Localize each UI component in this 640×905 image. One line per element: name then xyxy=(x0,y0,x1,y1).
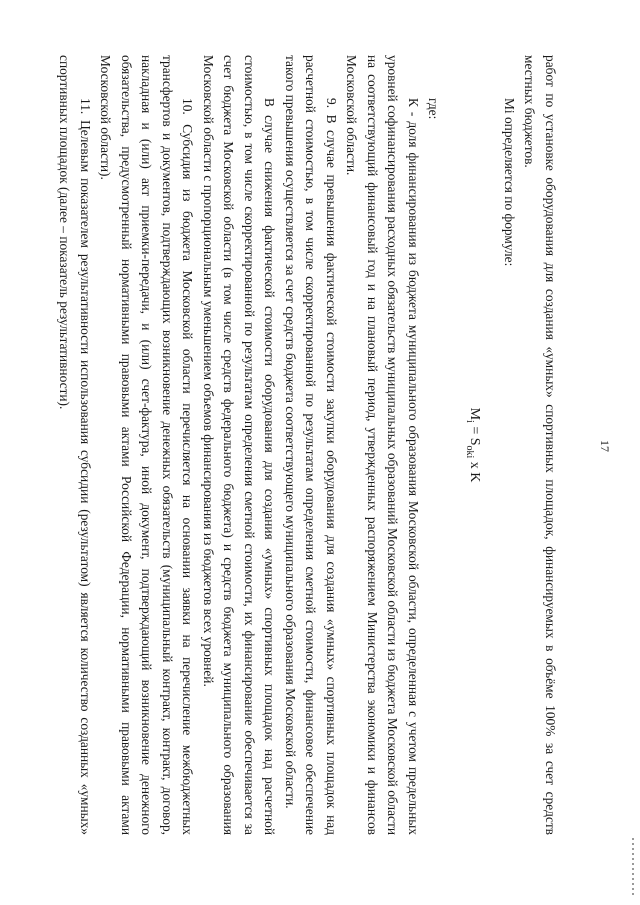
page-number: 17 xyxy=(598,440,612,452)
paragraph-9: 9. В случае превышения фактической стоимости закупки оборудования для создания «умных» спортивных площадок над расчетной стоимостью, в том числе скорректированной по результатам определения сметной стоимости, финансовое обеспечение такого превышения осуществляется за счет средств бюджета соответствующего муниципального образования Московской области. xyxy=(282,55,339,835)
formula-lhs-subscript: i xyxy=(464,420,476,423)
paragraph-formula-intro: Мi определяется по формуле: xyxy=(502,98,517,267)
paragraph-9-continued: В случае снижения фактической стоимости оборудования для создания «умных» спортивных площадок над расчетной стоимостью, в том числе скорректированной по результатам определения сметной стоимости, их финансирование обеспечивается за счет бюджета Московской области (в том числе средств федерального бюджета) и средств бюджета муниципального образования Московской области с пропорциональным уменьшением объемов финансирования из бюджетов всех уровней. xyxy=(200,55,278,835)
formula-rhs: x K xyxy=(467,458,483,483)
scan-edge-mark xyxy=(632,838,634,898)
formula xyxy=(459,55,484,835)
paragraph-k-definition: К - доля финансирования из бюджета муниципального образования Московской области, определенная с учетом предельных уровней софинансирования расходных обязательств муниципальных образований Московской области из бюджета Московской области на соответствующий финансовый год и на плановый период, утвержденных распоряжением Министерства экономики и финансов Московской области. xyxy=(344,55,421,835)
paragraph-11: 11. Целевым показателем результативности использования субсидии (результатом) является количество созданных «умных» спортивных площадок (далее – показатель результативности). xyxy=(57,55,93,835)
paragraph-continuation: работ по установке оборудования для создания «умных» спортивных площадок, финансируемых в объёме 100% за счет средств местных бюджетов. xyxy=(522,55,558,835)
formula-s-subscript: oki xyxy=(464,445,476,459)
formula-lhs: M xyxy=(467,407,483,421)
paragraph-where: где: xyxy=(426,98,442,120)
formula-equals-s: = S xyxy=(467,422,483,446)
paragraph-10: 10. Субсидия из бюджета Московской области перечисляется на основании заявки на перечисление межбюджетных трансфертов и документов, подтверждающих возникновение денежных обязательств (муниципальный контракт, контракт, договор, накладная и (или) акт приемки-передачи, и (или) счет-фактура, иной документ, подтверждающий возникновение денежного обязательства, предусмотренный нормативными правовыми актами Российской Федерации, нормативными правовыми актами Московской области). xyxy=(98,55,196,835)
document-body xyxy=(54,55,560,835)
